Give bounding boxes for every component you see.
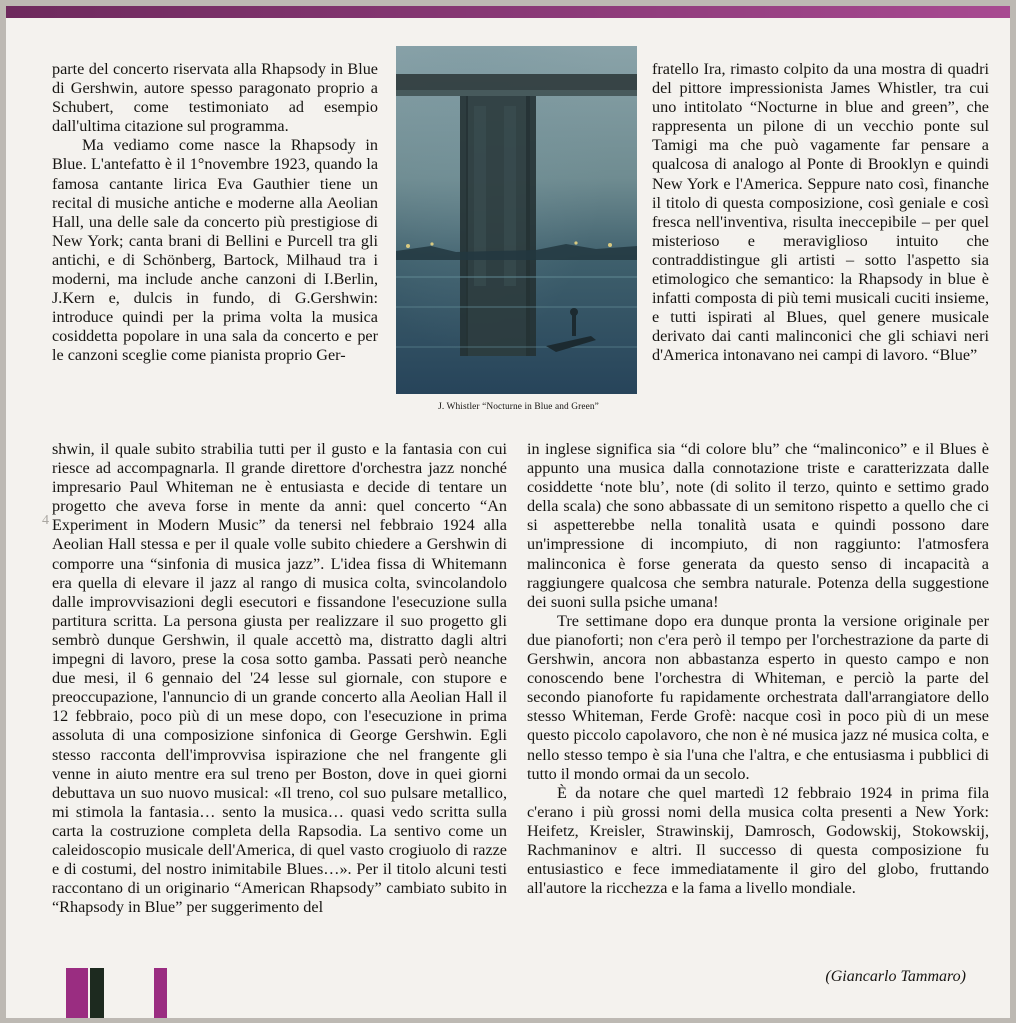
margin-mark: 4: [42, 513, 49, 528]
left-column-main: [52, 440, 507, 917]
paragraph-blues: in inglese significa sia “di colore blu” che “malinconico” e il Blues è appunto una musica dalla connotazione triste e caratterizzata dalle cosiddette ‘note blu’, note (di solito il terzo, quinto e settimo grado della scala) che sono abbassate di un semitono rispetto a quello che ci si aspetterebbe nella tonalità usata e quindi possono dare un'impressione di incompiuto, di non raggiunto: l'atmosfera malinconica è forse generata da questo senso di incapacità a raggiungere qualcosa che sembra naturale. Potenza della suggestione dei suoni sulla psiche umana!: [527, 440, 989, 611]
figure-caption: J. Whistler “Nocturne in Blue and Green”: [438, 402, 599, 412]
author-signature: (Giancarlo Tammaro): [825, 968, 966, 985]
decorative-dark-bar: [90, 968, 104, 1018]
magazine-page: [6, 6, 1010, 1018]
top-accent-bar: [6, 6, 1010, 18]
paragraph-whiteman: shwin, il quale subito strabilia tutti per il gusto e la fantasia con cui riesce ad accompagnarla. Il grande direttore d'orchestra jazz nonché impresario Paul Whiteman ne è entusiasta e decide di tentare un progetto che aveva forse in mente da anni: quel concerto “An Experiment in Modern Music” da tenersi nel febbraio 1924 alla Aeolian Hall stessa e per il quale volle subito chiedere a Gershwin di comporre una “sinfonia di musica jazz”. L'idea fissa di Whitemann era quella di elevare il jazz al rango di musica colta, svincolandolo dalle improvvisazioni degli esecutori e fissandone l'esecuzione sulla partitura scritta. La persona giusta per realizzare il suo progetto gli sembrò dunque Gershwin, il quale accettò ma, distratto dagli altri impegni di lavoro, prese la cosa sotto gamba. Passati però neanche due mesi, il 6 gennaio del '24 lesse sul giornale, con stupore e preoccupazione, l'annuncio di un grande concerto alla Aeolian Hall il 12 febbraio, poco più di un mese dopo, con l'esecuzione in prima assoluta di una composizione sinfonica di George Gershwin. Egli stesso racconta dell'improvvisa ispirazione che nel frangente gli venne in aiuto mentre era sul treno per Boston, dove in quei giorni debuttava un suo nuovo musical: «Il treno, col suo pulsare metallico, mi stimola la fantasia… sento la musica… quasi vedo scritta sulla carta la costruzione completa della Rapsodia. La sentivo come un caleidoscopio musicale dell'America, di quel vasto crogiuolo di razze e di costumi, del nostro inimitabile Blues…». Per il titolo alcuni testi raccontano di un originario “American Rhapsody” cambiato subito in “Rhapsody in Blue” per suggerimento del: [52, 440, 507, 917]
decorative-purple-bar: [66, 968, 88, 1018]
right-column-top: [652, 60, 989, 366]
paragraph-origin: Ma vediamo come nasce la Rhapsody in Blue. L'antefatto è il 1°novembre 1923, quando la famosa cantante lirica Eva Gauthier tiene un recital di musiche antiche e moderne alla Aeolian Hall, una delle sale da concerto più prestigiose di New York; canta brani di Bellini e Purcell tra gli antichi, e di Schönberg, Bartock, Milhaud tra i moderni, ma include anche canzoni di I.Berlin, J.Kern e, dulcis in fundo, di G.Gershwin: introduce quindi per la prima volta la musica cosiddetta popolare in una sala da concerto e per le canzoni sceglie come pianista proprio Ger-: [52, 136, 378, 365]
decorative-purple-bar-right: [154, 968, 167, 1018]
right-column-main: [527, 440, 989, 898]
bridge-pier-illustration: [396, 46, 637, 394]
paragraph-orchestration: Tre settimane dopo era dunque pronta la versione originale per due pianoforti; non c'era però il tempo per l'orchestrazione da parte di Gershwin, ancora non abbastanza esperto in questo campo e non conoscendo bene l'orchestra di Whiteman, e perciò la parte del secondo pianoforte fu rapidamente orchestrata dall'arrangiatore dello stesso Whiteman, Ferde Grofè: nacque così in poco più di un mese questo piccolo capolavoro, che non è né musica jazz né musica colta, e nello stesso tempo è sia l'una che l'altra, e che entusiasma i pubblici di tutto il mondo ormai da un secolo.: [527, 611, 989, 783]
whistler-painting-image: [396, 46, 637, 394]
paragraph-title-origin: fratello Ira, rimasto colpito da una mostra di quadri del pittore impressionista James Whistler, tra cui uno intitolato “Nocturne in blue and green”, che rappresenta un pilone di un vecchio ponte sul Tamigi ma che può vagamente far pensare a qualcosa di analogo al Ponte di Brooklyn e quindi New York e l'America. Seppure nato così, finanche il titolo di questa composizione, così geniale e così fresca nell'inventiva, risulta ineccepibile – per quel misterioso e meraviglioso intuito che contraddistingue gli artisti – sotto l'aspetto sia etimologico che semantico: la Rhapsody in blue è infatti composta di più temi musicali cuciti insieme, e tutti ispirati al Blues, quel genere musicale derivato dai canti malinconici che gli schiavi neri d'America intonavano nei campi di lavoro. “Blue”: [652, 60, 989, 365]
paragraph-premiere: È da notare che quel martedì 12 febbraio 1924 in prima fila c'erano i più grossi nomi della musica colta presenti a New York: Heifetz, Kreisler, Strawinskij, Damrosch, Godowskij, Stokowskij, Rachmaninov e altri. Il successo di questa composizione fu entusiastico e fece immediatamente il giro del globo, fruttando all'autore la ricchezza e la fama a livello mondiale.: [527, 783, 989, 898]
left-column-top: [52, 60, 378, 366]
paragraph-intro: parte del concerto riservata alla Rhapsody in Blue di Gershwin, autore spesso paragonato proprio a Schubert, come testimoniato ad esempio dall'ultima citazione sul programma.: [52, 60, 378, 136]
